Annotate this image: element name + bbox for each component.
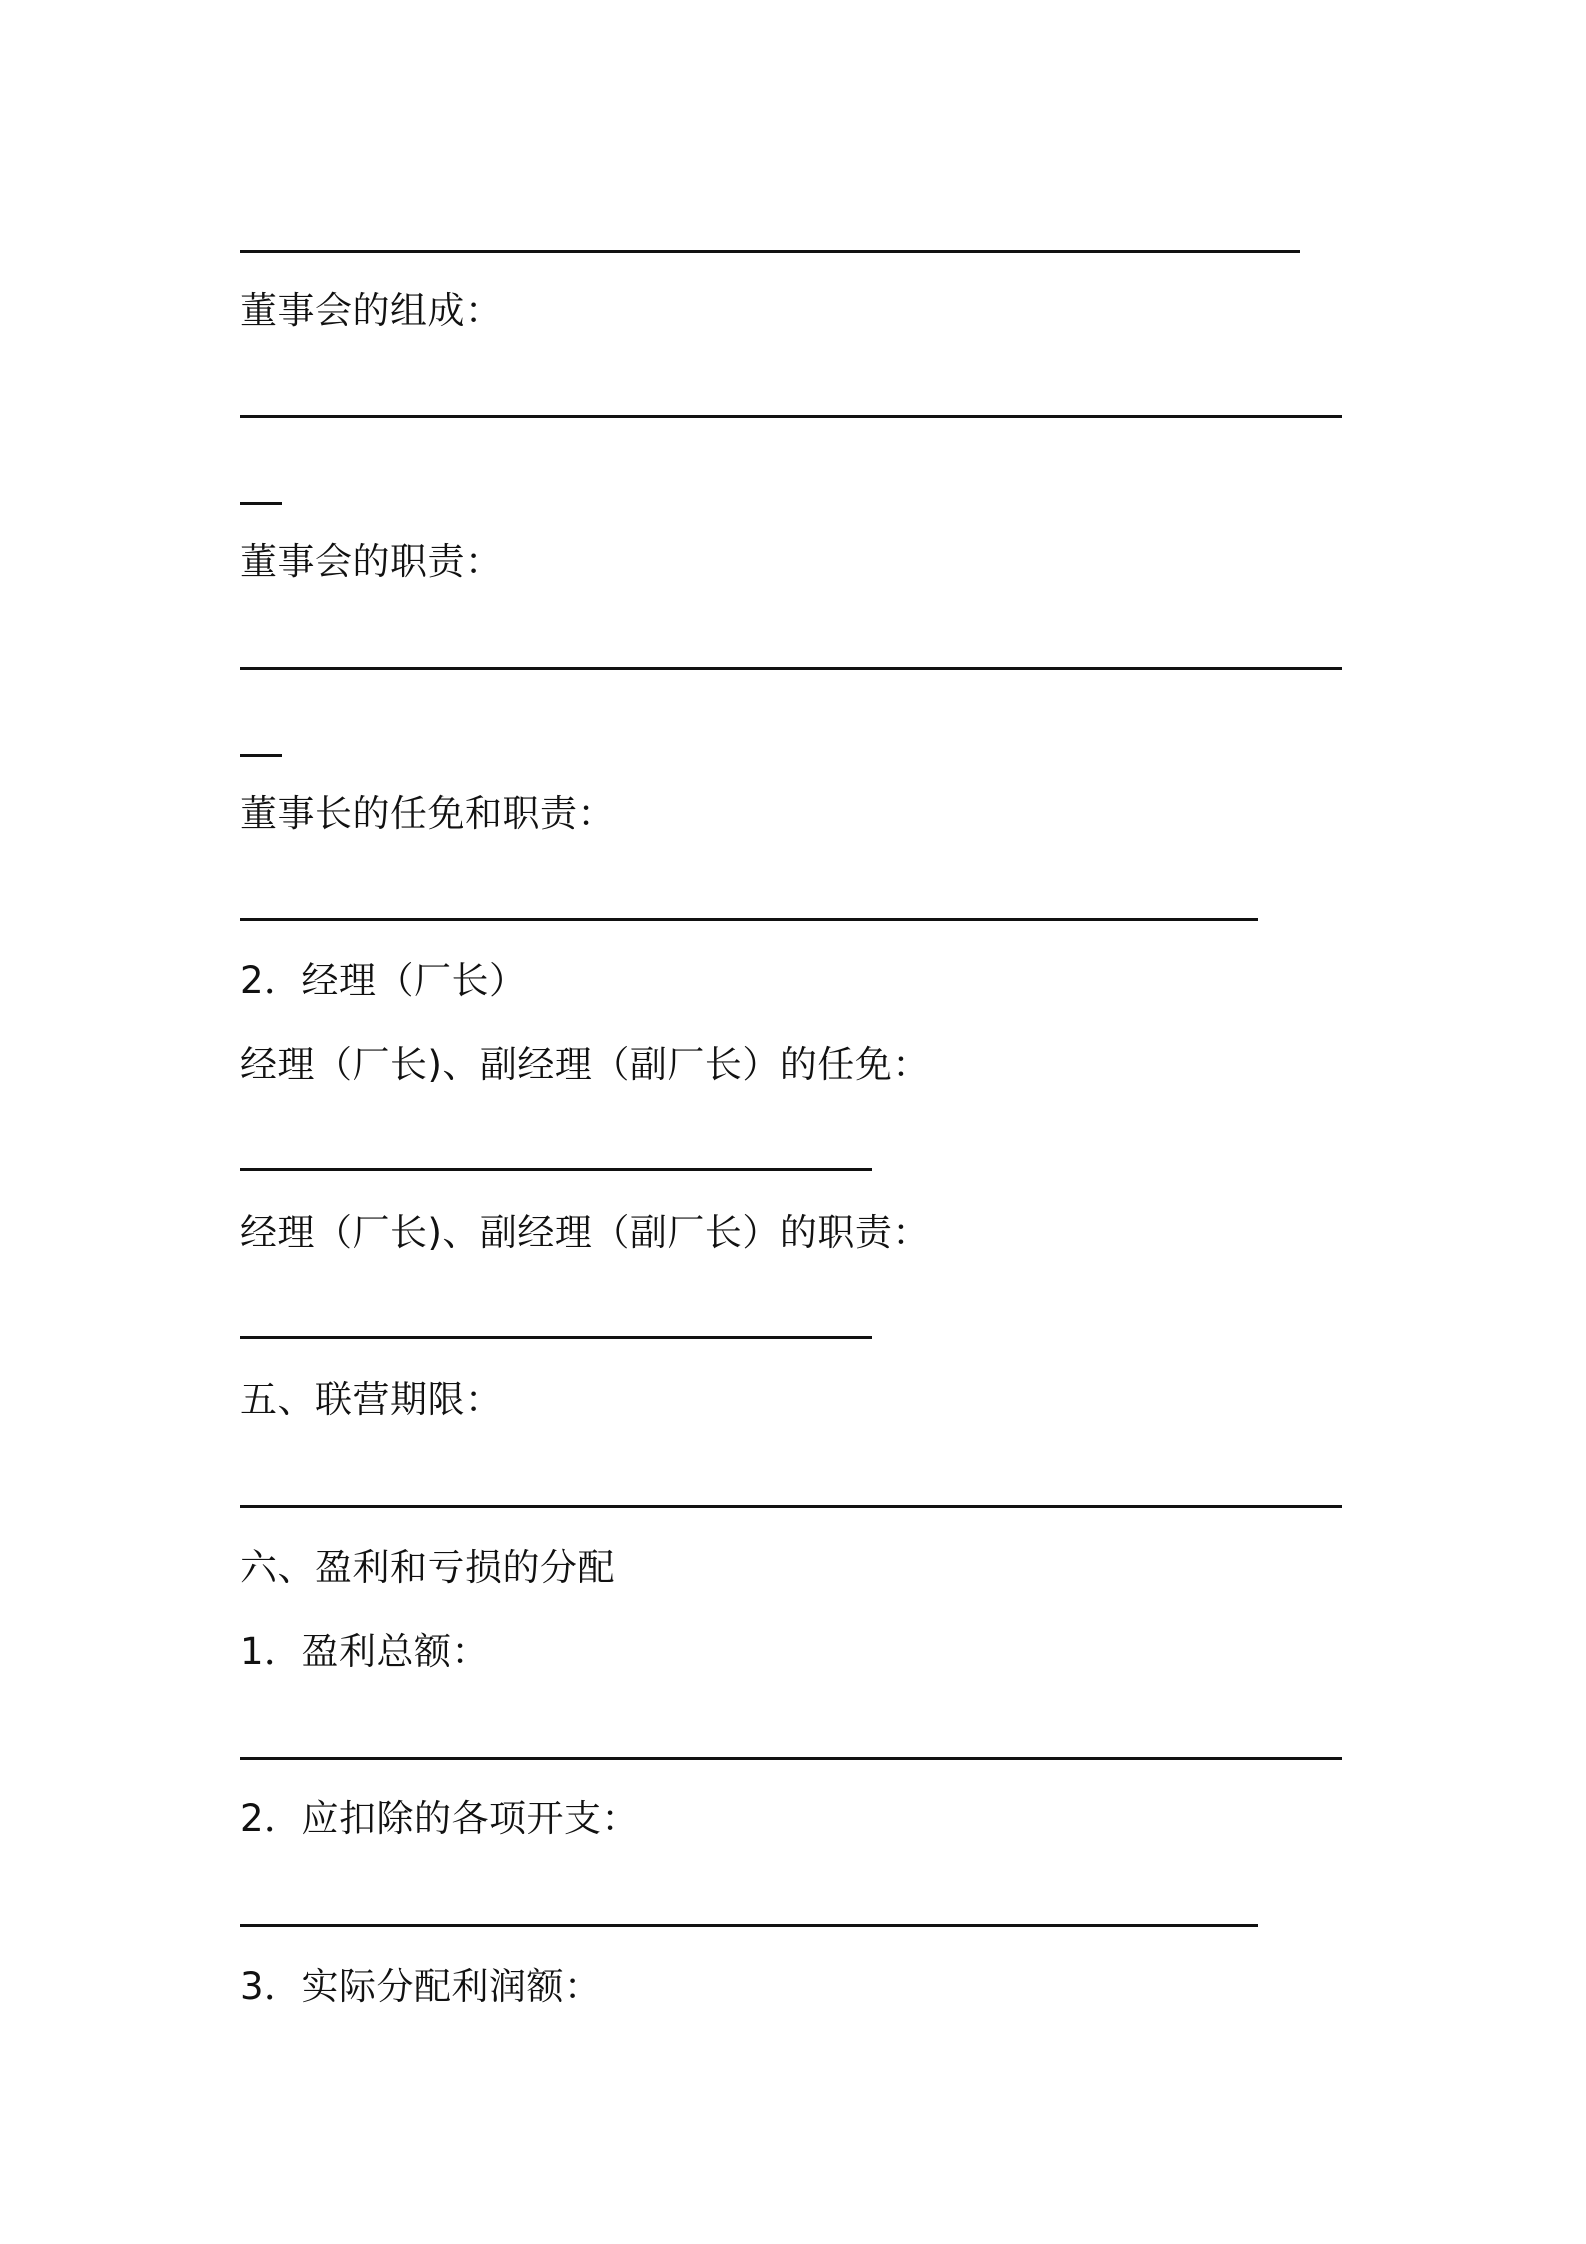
blank-line-board-duties[interactable]	[240, 667, 1342, 670]
label-manager-duties: 经理（厂长)、副经理（副厂长）的职责：	[240, 1211, 930, 1254]
blank-line-top[interactable]	[240, 250, 1300, 253]
heading-term: 五、联营期限：	[240, 1378, 503, 1421]
blank-line-manager-appointment[interactable]	[240, 1168, 872, 1171]
blank-line-deductions[interactable]	[240, 1924, 1258, 1927]
label-distributable-profit: 3．实际分配利润额：	[240, 1965, 602, 2008]
blank-line-board-composition-tail[interactable]	[240, 502, 282, 505]
label-board-composition: 董事会的组成：	[240, 289, 503, 332]
label-manager-appointment: 经理（厂长)、副经理（副厂长）的任免：	[240, 1043, 930, 1086]
label-chairman: 董事长的任免和职责：	[240, 792, 615, 835]
blank-line-manager-duties[interactable]	[240, 1336, 872, 1339]
heading-profit-distribution: 六、盈利和亏损的分配	[240, 1546, 615, 1589]
blank-line-total-profit[interactable]	[240, 1757, 1342, 1760]
blank-line-term[interactable]	[240, 1505, 1342, 1508]
blank-line-board-composition[interactable]	[240, 415, 1342, 418]
label-deductions: 2．应扣除的各项开支：	[240, 1797, 640, 1840]
label-total-profit: 1．盈利总额：	[240, 1630, 490, 1673]
blank-line-board-duties-tail[interactable]	[240, 754, 282, 757]
blank-line-chairman[interactable]	[240, 918, 1258, 921]
label-board-duties: 董事会的职责：	[240, 540, 503, 583]
heading-manager: 2．经理（厂长）	[240, 959, 527, 1002]
